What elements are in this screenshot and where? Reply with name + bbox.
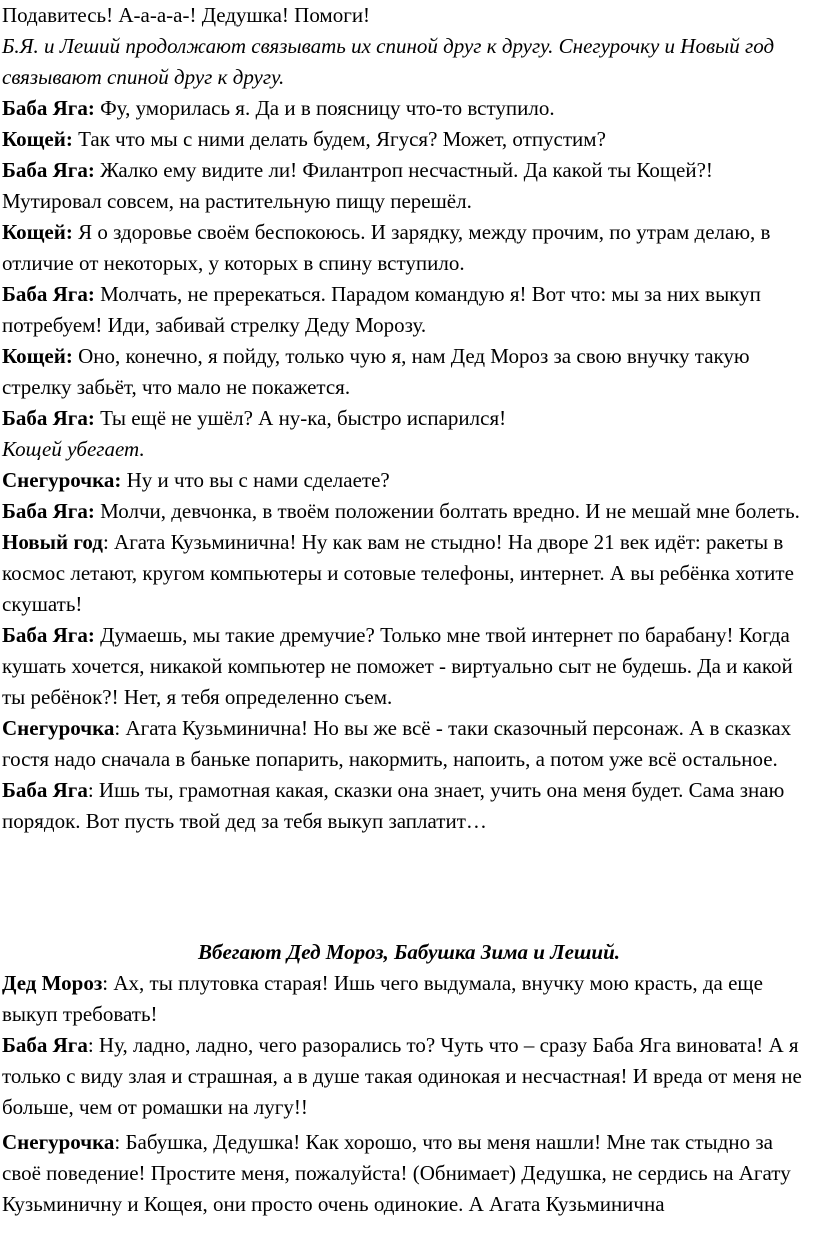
line-text: Молчать, не пререкаться. Парадом командую я! Вот что: мы за них выкуп потребуем! Иди, забивай стрелку Деду Морозу.	[2, 282, 761, 337]
line-text: : Ишь ты, грамотная какая, сказки она знает, учить она меня будет. Сама знаю порядок. Вот пусть твой дед за тебя выкуп заплатит…	[2, 778, 785, 833]
line-text: Подавитесь! А-а-а-а-! Дедушка! Помоги!	[2, 3, 371, 27]
line-text: Так что мы с ними делать будем, Ягуся? Может, отпустим?	[72, 127, 606, 151]
speaker-name: Кощей:	[2, 220, 73, 244]
speaker-name: Кощей:	[2, 127, 73, 151]
line-14	[2, 713, 816, 775]
speaker-name: Снегурочка	[2, 1130, 115, 1154]
speaker-name: Баба Яга:	[2, 499, 95, 523]
line2-1	[2, 1030, 816, 1123]
scene-heading: Вбегают Дед Мороз, Бабушка Зима и Леший.	[197, 940, 621, 964]
speaker-name: Кощей:	[2, 344, 73, 368]
line-text: Я о здоровье своём беспокоюсь. И зарядку, между прочим, по утрам делаю, в отличие от некоторых, у которых в спину вступило.	[2, 220, 771, 275]
line-4	[2, 155, 816, 217]
line-2	[2, 93, 816, 124]
line-text: Жалко ему видите ли! Филантроп несчастный. Да какой ты Кощей?! Мутировал совсем, на растительную пищу перешёл.	[2, 158, 713, 213]
speaker-name: Баба Яга:	[2, 406, 95, 430]
line-text: : Ах, ты плутовка старая! Ишь чего выдумала, внучку мою красть, да еще выкуп требовать!	[2, 971, 763, 1026]
speaker-name: Новый год	[2, 530, 103, 554]
stage-direction: Кощей убегает.	[2, 437, 145, 461]
line-15	[2, 775, 816, 837]
line2-2	[2, 1127, 816, 1220]
line2-0	[2, 968, 816, 1030]
line-5	[2, 217, 816, 279]
speaker-name: Баба Яга:	[2, 158, 95, 182]
line-10	[2, 465, 816, 496]
speaker-name: Снегурочка	[2, 716, 115, 740]
speaker-name: Баба Яга:	[2, 96, 95, 120]
line-text: Оно, конечно, я пойду, только чую я, нам Дед Мороз за свою внучку такую стрелку забьёт, что мало не покажется.	[2, 344, 750, 399]
speaker-name: Баба Яга:	[2, 282, 95, 306]
line-text: : Ну, ладно, ладно, чего разорались то? Чуть что – сразу Баба Яга виновата! А я только с виду злая и страшная, а в душе такая одинокая и несчастная! И вреда от меня не больше, чем от ромашки на лугу!!	[2, 1033, 802, 1119]
line-text: Ты ещё не ушёл? А ну-ка, быстро испарился!	[94, 406, 507, 430]
speaker-name: Баба Яга	[2, 1033, 88, 1057]
line-text: Молчи, девчонка, в твоём положении болтать вредно. И не мешай мне болеть.	[94, 499, 800, 523]
line-13	[2, 620, 816, 713]
line-text: Думаешь, мы такие дремучие? Только мне твой интернет по барабану! Когда кушать хочется, никакой компьютер не поможет - виртуально сыт не будешь. Да и какой ты ребёнок?! Нет, я тебя определенно съем.	[2, 623, 793, 709]
line-11	[2, 496, 816, 527]
line-7	[2, 341, 816, 403]
speaker-name: Дед Мороз	[2, 971, 103, 995]
line-text: Ну и что вы с нами сделаете?	[121, 468, 390, 492]
line-text: : Бабушка, Дедушка! Как хорошо, что вы меня нашли! Мне так стыдно за своё поведение! Простите меня, пожалуйста! (Обнимает) Дедушка, не сердись на Агату Кузьминичну и Кощея, они просто очень одинокие. А Агата Кузьминична	[2, 1130, 791, 1216]
blank-space	[2, 837, 816, 937]
speaker-name: Снегурочка:	[2, 468, 122, 492]
line-text: : Агата Кузьминична! Но вы же всё - таки сказочный персонаж. А в сказках гостя надо сначала в баньке попарить, накормить, напоить, а потом уже всё остальное.	[2, 716, 792, 771]
speaker-name: Баба Яга:	[2, 623, 95, 647]
line-6	[2, 279, 816, 341]
line-text: Фу, уморилась я. Да и в поясницу что-то вступило.	[94, 96, 555, 120]
line-text: : Агата Кузьминична! Ну как вам не стыдно! На дворе 21 век идёт: ракеты в космос летают, кругом компьютеры и сотовые телефоны, интернет. А вы ребёнка хотите скушать!	[2, 530, 794, 616]
line-3	[2, 124, 816, 155]
stage-direction: Б.Я. и Леший продолжают связывать их спиной друг к другу. Снегурочку и Новый год связывают спиной друг к другу.	[2, 34, 775, 89]
line-8	[2, 403, 816, 434]
line-12	[2, 527, 816, 620]
line-0	[2, 0, 816, 31]
speaker-name: Баба Яга	[2, 778, 88, 802]
